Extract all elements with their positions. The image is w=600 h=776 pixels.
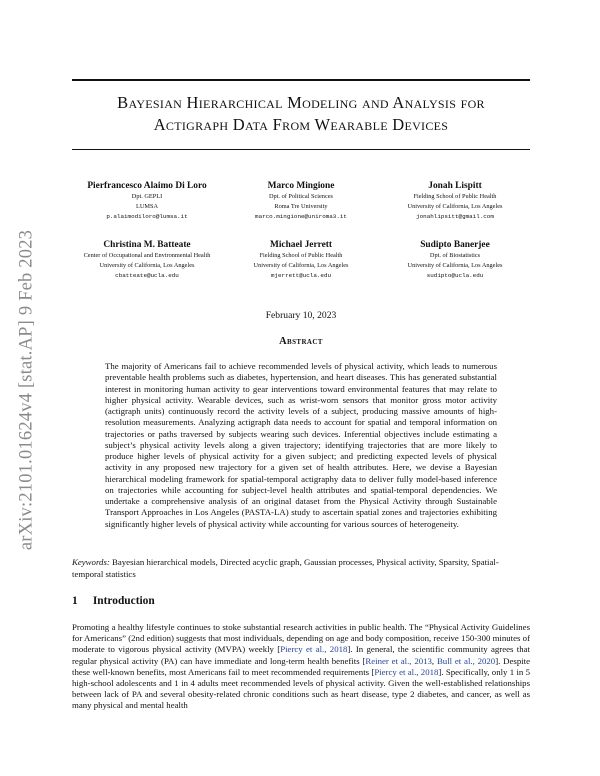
author-affiliation: Fielding School of Public Health: [259, 252, 343, 259]
author-email: jonahlipsitt@gmail.com: [416, 212, 494, 220]
author-2: [216, 180, 386, 222]
section-number: 1: [72, 595, 78, 607]
paper-title: [72, 92, 530, 136]
introduction-paragraph: [72, 622, 530, 712]
section-heading-introduction: [72, 595, 530, 607]
arxiv-identifier-text: arXiv:2101.01624v4 [stat.AP] 9 Feb 2023: [16, 229, 37, 551]
abstract-text: The majority of Americans fail to achieve recommended levels of physical activity, which leads to numerous preventable health problems such as diabetes, hypertension, and heart diseases. This has generated substantial interest in monitoring human activity to gear interventions toward environmental features that may relate to higher physical activity. Wearable devices, such as wrist-worn sensors that monitor gross motor activity (actigraph units) continuously record the activity levels of a subject, producing massive amounts of high-resolution measurements. Analyzing actigraph data needs to account for spatial and temporal information on trajectories or paths traversed by subjects wearing such devices. Inferential objectives include estimating a subject’s physical activity levels along a given trajectory; identifying trajectories that are more likely to produce higher levels of physical activity for a given subject; and predicting expected levels of physical activity in any proposed new trajectory for a given set of health attributes. Here, we devise a Bayesian hierarchical modeling framework for spatial-temporal actigraphy data to deliver fully model-based inference on trajectories while accounting for subject-level health attributes and spatial-temporal dependencies. We undertake a comprehensive analysis of an original dataset from the Physical Activity through Sustainable Transport Approaches in Los Angeles (PASTA-LA) study to ascertain spatial zones and trajectories exhibiting significantly higher levels of physical activity while accounting for various sources of heterogeneity.: [105, 361, 497, 529]
citation-link[interactable]: Piercy et al., 2018: [280, 644, 348, 655]
intro-text-3: ,: [431, 655, 437, 666]
citation-link[interactable]: Bull et al., 2020: [436, 655, 496, 666]
author-5: [216, 239, 386, 281]
intro-text-4: ]. Despite these well-known benefits, most Americans fail to meet recommended requirements [: [72, 655, 531, 677]
keywords-line: [72, 557, 530, 580]
author-affiliation: Center of Occupational and Environmental Health: [83, 252, 211, 259]
author-name: Christina M. Batteate: [103, 240, 191, 250]
author-email: marco.mingione@uniroma3.it: [255, 212, 347, 220]
author-name: Michael Jerrett: [269, 240, 333, 250]
author-3: [370, 180, 540, 222]
author-email: mjerrett@ucla.edu: [270, 271, 332, 279]
author-institution: University of California, Los Angeles: [407, 202, 503, 210]
author-email: sudipto@ucla.edu: [426, 271, 484, 279]
author-name: Jonah Lispitt: [428, 181, 482, 191]
title-rule-bottom: [72, 149, 530, 150]
author-institution: University of California, Los Angeles: [407, 261, 503, 269]
author-name: Pierfrancesco Alaimo Di Loro: [87, 181, 207, 191]
publication-date: February 10, 2023: [265, 310, 337, 321]
intro-text-1: Promoting a healthy lifestyle continues to stoke substantial research activities in public health. The “Physical Activity Guidelines for Americans” (2nd edition) suggests that most individuals, depending on age and body composition, receive 150-300 minutes of moderate to vigorous physical activity (MVPA) weekly [: [72, 622, 530, 655]
author-name: Marco Mingione: [267, 181, 335, 191]
title-rule-top: [72, 79, 530, 81]
keywords-text: Bayesian hierarchical models, Directed acyclic graph, Gaussian processes, Physical activity, Sparsity, Spatial-temporal statistics: [72, 557, 499, 579]
citation-link[interactable]: Piercy et al., 2018: [374, 666, 439, 677]
paper-title-line-2: Actigraph Data From Wearable Devices: [153, 115, 449, 134]
author-institution: LUMSA: [135, 202, 159, 210]
author-affiliation: Fielding School of Public Health: [413, 193, 497, 200]
keywords-label: Keywords:: [72, 557, 110, 567]
citation-link[interactable]: Reiner et al., 2013: [365, 655, 432, 666]
author-email: p.alaimodiloro@lumsa.it: [106, 212, 188, 220]
section-title: Introduction: [92, 595, 155, 607]
author-institution: University of California, Los Angeles: [99, 261, 195, 269]
abstract-heading: Abstract: [279, 336, 323, 347]
author-affiliation: Dpt. of Biostatistics: [429, 252, 481, 259]
author-4: [62, 239, 232, 281]
intro-text-5: ]. Specifically, only 1 in 5 high-school adolescents and 1 in 4 adults meet recommended levels of physical activity. Given the well-established relationships between lack of PA and several obesity-related chronic conditions such as heart disease, type 2 diabetes, and cancer, as well as many physical and mental health: [72, 666, 531, 711]
arxiv-identifier: [8, 200, 46, 580]
author-1: [62, 180, 232, 222]
paper-title-line-1: Bayesian Hierarchical Modeling and Analysis for: [117, 93, 485, 112]
author-6: [370, 239, 540, 281]
author-affiliation: Dpt. of Political Sciences: [268, 193, 333, 200]
author-name: Sudipto Banerjee: [420, 240, 490, 250]
author-affiliation: Dpt. GEPLI: [131, 193, 163, 200]
author-institution: Roma Tre University: [274, 202, 328, 210]
author-institution: University of California, Los Angeles: [253, 261, 349, 269]
intro-text-2: ]. In general, the scientific community agrees that regular physical activity (PA) can have immediate and long-term health benefits [: [72, 644, 530, 666]
author-email: cbatteate@ucla.edu: [115, 271, 179, 279]
